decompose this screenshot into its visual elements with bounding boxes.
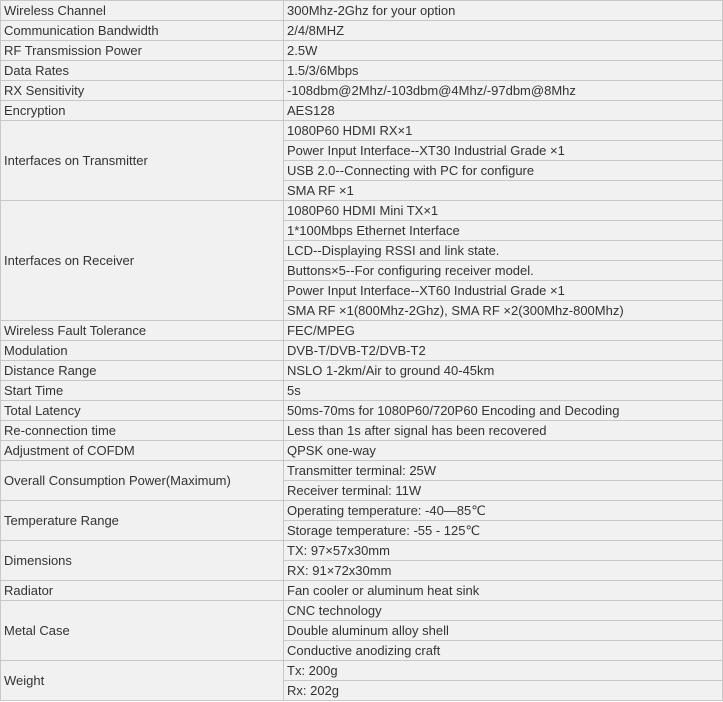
spec-row — [1, 81, 723, 101]
spec-label: Distance Range — [1, 361, 284, 381]
spec-value: SMA RF ×1 — [284, 181, 723, 201]
spec-row — [1, 501, 723, 521]
spec-label: Interfaces on Transmitter — [1, 121, 284, 201]
spec-label: Metal Case — [1, 601, 284, 661]
spec-row — [1, 341, 723, 361]
spec-row — [1, 21, 723, 41]
spec-value: Power Input Interface--XT30 Industrial Grade ×1 — [284, 141, 723, 161]
spec-row — [1, 361, 723, 381]
spec-label: Wireless Channel — [1, 1, 284, 21]
spec-value: LCD--Displaying RSSI and link state. — [284, 241, 723, 261]
spec-label: Temperature Range — [1, 501, 284, 541]
spec-label: Total Latency — [1, 401, 284, 421]
spec-value: Tx: 200g — [284, 661, 723, 681]
spec-value: -108dbm@2Mhz/-103dbm@4Mhz/-97dbm@8Mhz — [284, 81, 723, 101]
spec-value: 1080P60 HDMI RX×1 — [284, 121, 723, 141]
spec-value: Less than 1s after signal has been recovered — [284, 421, 723, 441]
spec-label: Radiator — [1, 581, 284, 601]
spec-value: Double aluminum alloy shell — [284, 621, 723, 641]
spec-row — [1, 121, 723, 141]
spec-value: Transmitter terminal: 25W — [284, 461, 723, 481]
spec-label: Re-connection time — [1, 421, 284, 441]
spec-label: Adjustment of COFDM — [1, 441, 284, 461]
spec-label: Overall Consumption Power(Maximum) — [1, 461, 284, 501]
spec-value: QPSK one-way — [284, 441, 723, 461]
spec-row — [1, 381, 723, 401]
spec-row — [1, 41, 723, 61]
spec-label: Encryption — [1, 101, 284, 121]
spec-value: Conductive anodizing craft — [284, 641, 723, 661]
spec-row — [1, 1, 723, 21]
spec-row — [1, 441, 723, 461]
spec-value: Storage temperature: -55 - 125℃ — [284, 521, 723, 541]
spec-row — [1, 421, 723, 441]
spec-label: Weight — [1, 661, 284, 701]
spec-value: AES128 — [284, 101, 723, 121]
spec-value: FEC/MPEG — [284, 321, 723, 341]
spec-row — [1, 201, 723, 221]
spec-row — [1, 541, 723, 561]
spec-label: Communication Bandwidth — [1, 21, 284, 41]
spec-value: Operating temperature: -40—85℃ — [284, 501, 723, 521]
spec-value: NSLO 1-2km/Air to ground 40-45km — [284, 361, 723, 381]
spec-row — [1, 61, 723, 81]
spec-table-body — [1, 1, 723, 701]
spec-row — [1, 101, 723, 121]
spec-value: DVB-T/DVB-T2/DVB-T2 — [284, 341, 723, 361]
spec-value: 2.5W — [284, 41, 723, 61]
spec-label: RX Sensitivity — [1, 81, 284, 101]
spec-row — [1, 401, 723, 421]
spec-row — [1, 321, 723, 341]
spec-value: USB 2.0--Connecting with PC for configure — [284, 161, 723, 181]
spec-value: Receiver terminal: 11W — [284, 481, 723, 501]
spec-value: 5s — [284, 381, 723, 401]
spec-row — [1, 581, 723, 601]
spec-value: RX: 91×72x30mm — [284, 561, 723, 581]
spec-label: RF Transmission Power — [1, 41, 284, 61]
spec-value: Buttons×5--For configuring receiver model. — [284, 261, 723, 281]
spec-row — [1, 461, 723, 481]
spec-value: 50ms-70ms for 1080P60/720P60 Encoding and Decoding — [284, 401, 723, 421]
spec-value: 1*100Mbps Ethernet Interface — [284, 221, 723, 241]
spec-row — [1, 601, 723, 621]
spec-value: CNC technology — [284, 601, 723, 621]
spec-label: Modulation — [1, 341, 284, 361]
spec-label: Interfaces on Receiver — [1, 201, 284, 321]
spec-value: Power Input Interface--XT60 Industrial Grade ×1 — [284, 281, 723, 301]
spec-label: Data Rates — [1, 61, 284, 81]
spec-label: Dimensions — [1, 541, 284, 581]
spec-label: Wireless Fault Tolerance — [1, 321, 284, 341]
spec-value: Fan cooler or aluminum heat sink — [284, 581, 723, 601]
spec-value: Rx: 202g — [284, 681, 723, 701]
spec-value: 1080P60 HDMI Mini TX×1 — [284, 201, 723, 221]
spec-value: 2/4/8MHZ — [284, 21, 723, 41]
spec-label: Start Time — [1, 381, 284, 401]
spec-value: 300Mhz-2Ghz for your option — [284, 1, 723, 21]
spec-value: SMA RF ×1(800Mhz-2Ghz), SMA RF ×2(300Mhz-800Mhz) — [284, 301, 723, 321]
spec-value: 1.5/3/6Mbps — [284, 61, 723, 81]
spec-value: TX: 97×57x30mm — [284, 541, 723, 561]
spec-row — [1, 661, 723, 681]
